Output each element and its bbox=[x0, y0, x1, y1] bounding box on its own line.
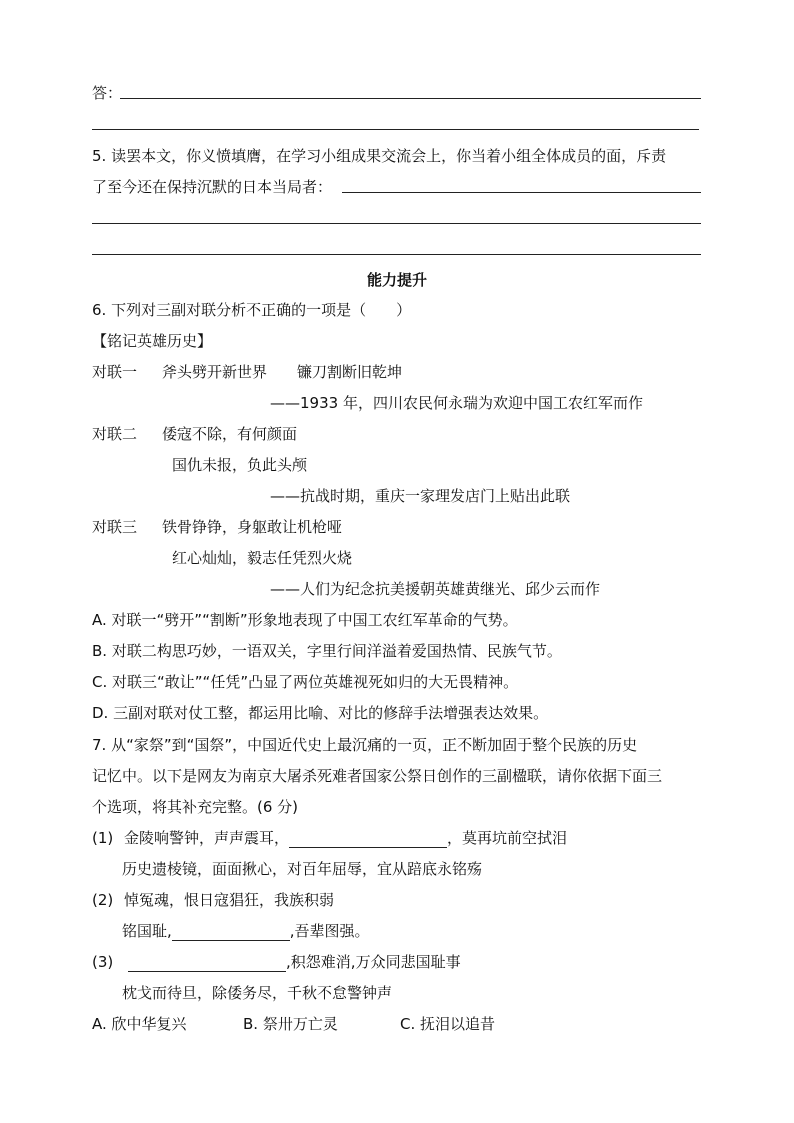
option-a[interactable]: A. 对联一“劈开”“割断”形象地表现了中国工农红军革命的气势。 bbox=[92, 611, 518, 629]
section-title: 能力提升 bbox=[366, 271, 427, 289]
choice-c[interactable]: C. 抚泪以追昔 bbox=[400, 1015, 496, 1033]
item-text: 历史遗棱镜，面面揪心，对百年屈辱，宜从踣底永铭殇 bbox=[122, 860, 483, 878]
option-c[interactable]: C. 对联三“敢让”“任凭”凸显了两位英雄视死如归的大无畏精神。 bbox=[92, 673, 519, 691]
couplet-label: 对联三 bbox=[92, 518, 138, 536]
answer-line[interactable] bbox=[92, 129, 699, 130]
choice-a[interactable]: A. 欣中华复兴 bbox=[92, 1015, 187, 1033]
item-text: ，莫再坑前空拭泪 bbox=[447, 829, 568, 847]
item-3 bbox=[92, 952, 461, 972]
option-b[interactable]: B. 对联二构思巧妙，一语双关，字里行间洋溢着爱国热情、民族气节。 bbox=[92, 642, 562, 660]
item-text: 悼冤魂，恨日寇猖狂，我族积弱 bbox=[124, 891, 335, 909]
question-7-stem: 7. 从“家祭”到“国祭”，中国近代史上最沉痛的一页，正不断加固于整个民族的历史 bbox=[92, 736, 638, 754]
item-text: ,吾辈图强。 bbox=[289, 922, 370, 940]
question-5-line: 5. 读罢本文，你义愤填膺，在学习小组成果交流会上，你当着小组全体成员的面，斥责 bbox=[92, 147, 667, 165]
couplet-group-title: 【铭记英雄历史】 bbox=[92, 332, 213, 350]
answer-line[interactable] bbox=[342, 192, 701, 193]
answer-label: 答： bbox=[92, 84, 123, 102]
couplet-text: 斧头劈开新世界 镰刀割断旧乾坤 bbox=[162, 363, 403, 381]
item-2 bbox=[92, 890, 334, 910]
couplet-label: 对联一 bbox=[92, 363, 138, 381]
question-5-line: 了至今还在保持沉默的日本当局者： bbox=[92, 178, 333, 196]
item-text: ,积怨难消,万众同悲国耻事 bbox=[286, 953, 461, 971]
question-6-stem: 6. 下列对三副对联分析不正确的一项是（ ） bbox=[92, 301, 412, 319]
answer-line[interactable] bbox=[92, 254, 701, 255]
item-label: (2) bbox=[92, 891, 114, 909]
choice-b[interactable]: B. 祭卅万亡灵 bbox=[243, 1015, 338, 1033]
couplet-source: ——1933 年，四川农民何永瑞为欢迎中国工农红军而作 bbox=[270, 394, 643, 412]
couplet-text: 国仇未报，负此头颅 bbox=[172, 456, 308, 474]
option-d[interactable]: D. 三副对联对仗工整，都运用比喻、对比的修辞手法增强表达效果。 bbox=[92, 704, 549, 722]
item-text: 铭国耻, bbox=[122, 922, 172, 940]
item-text: 枕戈而待旦，除倭务尽，千秋不怠警钟声 bbox=[122, 984, 393, 1002]
fill-blank[interactable] bbox=[128, 956, 286, 972]
couplet-label: 对联二 bbox=[92, 425, 138, 443]
item-text: 金陵响警钟，声声震耳， bbox=[124, 829, 290, 847]
answer-line[interactable] bbox=[92, 223, 701, 224]
couplet-source: ——人们为纪念抗美援朝英雄黄继光、邱少云而作 bbox=[270, 580, 601, 598]
item-label: (3) bbox=[92, 953, 114, 971]
fill-blank[interactable] bbox=[172, 925, 290, 941]
question-7-stem: 个选项，将其补充完整。(6 分) bbox=[92, 798, 299, 816]
couplet-source: ——抗战时期，重庆一家理发店门上贴出此联 bbox=[270, 487, 571, 505]
couplet-text: 倭寇不除，有何颜面 bbox=[162, 425, 298, 443]
item-label: (1) bbox=[92, 829, 114, 847]
question-7-stem: 记忆中。以下是网友为南京大屠杀死难者国家公祭日创作的三副楹联，请你依据下面三 bbox=[92, 767, 663, 785]
item-2-line2 bbox=[122, 921, 370, 941]
answer-line[interactable] bbox=[120, 98, 701, 99]
couplet-text: 红心灿灿，毅志任凭烈火烧 bbox=[172, 549, 353, 567]
item-1 bbox=[92, 828, 567, 848]
couplet-text: 铁骨铮铮，身躯敢让机枪哑 bbox=[162, 518, 343, 536]
fill-blank[interactable] bbox=[289, 832, 447, 848]
